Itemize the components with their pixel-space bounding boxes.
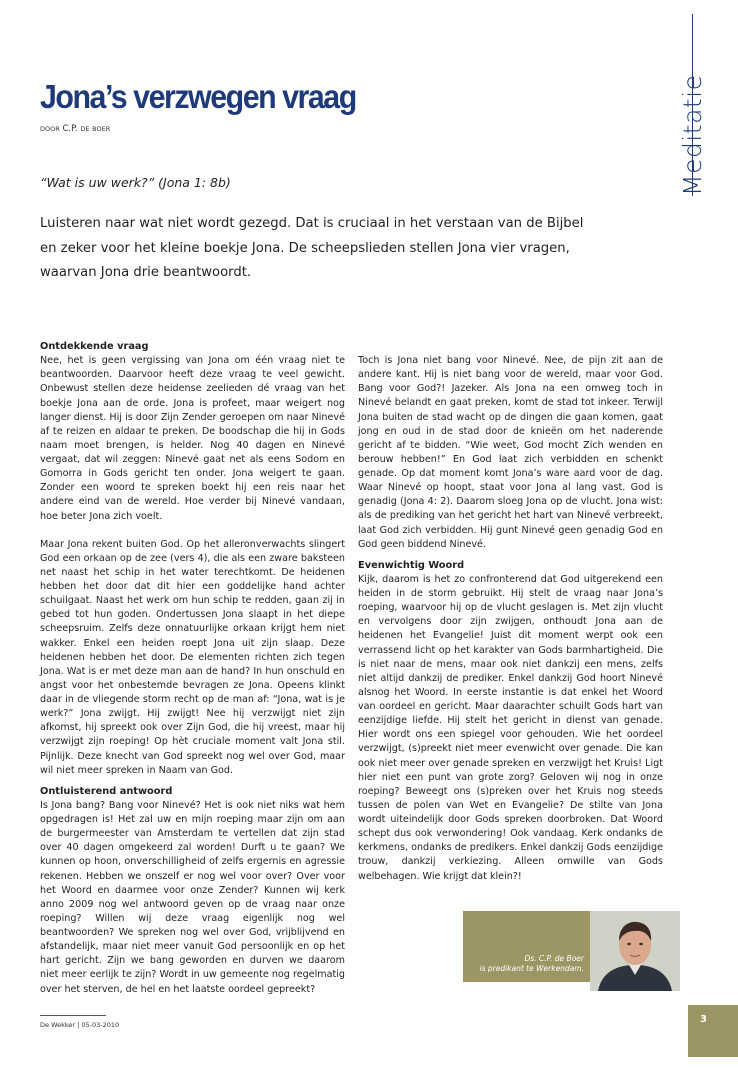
caption-role: is predikant te Werkendam. <box>479 964 584 973</box>
lead-paragraph: Luisteren naar wat niet wordt gezegd. Dat is cruciaal in het verstaan van de Bijbel en zeker voor het kleine boekje Jona. De scheepslieden stellen Jona vier vragen, waarvan Jona drie beantwoordt. <box>40 216 584 280</box>
page-number: 3 <box>700 1014 707 1025</box>
byline-prefix: DOOR <box>40 125 60 133</box>
byline-particle: DE <box>80 125 90 133</box>
footer-rule <box>40 1015 106 1016</box>
caption-name: Ds. C.P. de Boer <box>524 954 584 963</box>
bible-quote: “Wat is uw werk?” (Jona 1: 8b) <box>40 175 231 190</box>
section-label: Meditatie <box>678 74 707 196</box>
byline-surname: BOER <box>92 125 111 133</box>
byline <box>40 124 110 134</box>
heading-evenwichtig-woord: Evenwichtig Woord <box>358 559 465 571</box>
paragraph: Is Jona bang? Bang voor Ninevé? Het is ook niet niks wat hem opgedragen is! Het zal uw en mijn roeping maar zijn om aan de burgermeester van Amsterdam te vertellen dat zijn stad over 40 dagen omgekeerd zal worden! Durft u te gaan? We kunnen op hoon, onverschilligheid of zelfs ergernis en agressie rekenen. Hebben we onszelf er nog wel voor over? Over voor het Woord en daarmee voor onze Zender? Kunnen wij kerk anno 2009 nog wel antwoord geven op de vraag naar onze roeping? Willen wij deze vraag eigenlijk nog wel beantwoorden? We spreken nog wel over God, vrijblijvend en afstandelijk, maar niet meer vanuit God persoonlijk en op het hart gericht. Zijn we bang geworden en durven we daarom niet meer eerlijk te zijn? Wordt in uw gemeente nog regelmatig over het sterven, de hel en het laatste oordeel gepreekt? <box>40 799 345 995</box>
byline-initials: C.P. <box>62 124 78 134</box>
page-number-box <box>688 1005 738 1057</box>
photo-caption <box>479 954 584 974</box>
paragraph: Maar Jona rekent buiten God. Op het alleronverwachts slingert God een orkaan op de zee (vers 4), die als een zware baksteen net naast het schip in het water terechtkomt. De heidenen hebben het door dat dit hier een goddelijke hand achter schuilgaat. Naast het werk om hun schip te redden, gaan zij in gebed tot hun goden. Ondertussen Jona slaapt in het diepe scheepsruim. Zelfs deze onnatuurlijke orkaan krijgt hem niet wakker. Enkel een heiden roept Jona uit zijn slaap. Deze heidenen hebben het door. De elementen richten zich tegen Jona. Wat is er met deze man aan de hand? In hun onschuld en angst voor het onbestemde bevragen ze Jona. Opeens klinkt daar in de vliegende storm recht op de man af: “Jona, wat is je werk?” Jona zwijgt. Hij zwijgt! Nee hij verzwijgt niet zijn afkomst, hij spreekt ook over Zijn God, die hij vreest, maar hij verzwijgt zijn roeping! Op hèt cruciale moment valt Jona stil. Pijnlijk. Deze knecht van God spreekt nog wel over God, maar wil niet meer spreken in Naam van God. <box>40 538 345 776</box>
portrait-image <box>590 911 680 991</box>
article-title: Jona’s verzwegen vraag <box>40 78 356 115</box>
paragraph: Kijk, daarom is het zo confronterend dat God uitgerekend een heiden in de storm gebruikt. Hij stelt de vraag naar Jona’s roeping, waarvoor hij op de vlucht geslagen is. Met zijn vlucht en vervolgens door zijn zwijgen, onthoudt Jona aan de heidenen het Evangelie! Juist dit moment werpt ook een verrassend licht op het karakter van Gods barmhartigheid. Die is niet naar de mens, maar ook niet dankzij een mens, zelfs niet altijd dankzij de prediker. Enkel dankzij God hoort Ninevé alsnog het Woord. In eerste instantie is dat enkel het Woord van oordeel en gericht. Maar daarachter schuilt Gods hart van eenzijdige liefde. Hij stelt het gericht in dienst van genade. Hier wordt ons een spiegel voor gehouden. Wie het oordeel verzwijgt, (s)preekt niet meer evenwicht over genade. Die kan ook niet meer over genade spreken en verzwijgt het Kruis! Ligt hier niet een punt van grote zorg? Geloven wij nog in onze roeping? Beweegt ons (s)preken over het Kruis nog steeds tussen de polen van Wet en Evangelie? De stilte van Jona wordt uiteindelijk door Gods spreken doorbroken. Dat Woord schept dus ook verwondering! Ook vandaag. Kerk ondanks de kerkmens, ondanks de predikers. Enkel dankzij Gods eenzijdige trouw, dankzij verkiezing. Alleen omwille van Gods welbehagen. Wie krijgt dat klein?! <box>358 573 663 882</box>
paragraph: Toch is Jona niet bang voor Ninevé. Nee, de pijn zit aan de andere kant. Hij is niet bang voor de wereld, maar voor God. Bang voor God?! Jazeker. Als Jona na een omweg toch in Ninevé belandt en gaat preken, komt de stad tot inkeer. Terwijl Jona buiten de stad wacht op de dingen die gaan komen, gaat jong en oud in de stad door de knieën om het naderende gericht af te bidden. “Wie weet, God mocht Zich wenden en berouw hebben!” En God laat zich verbidden en schenkt genade. Op dat moment komt Jona’s ware aard voor de dag. Waar Ninevé op hoopt, staat voor Jona al lang vast. God is genadig (Jona 4: 2). Daarom sloeg Jona op de vlucht. Jona wist: als de prediking van het gericht het hart van Ninevé verbreekt, laat God zich verbidden. Hij gunt Ninevé geen genadig God en God geen biddend Ninevé. <box>358 355 663 550</box>
heading-ontdekkende-vraag: Ontdekkende vraag <box>40 341 149 352</box>
heading-ontluisterend-antwoord: Ontluisterend antwoord <box>40 785 173 797</box>
photo-caption-box <box>463 911 590 982</box>
right-column <box>358 340 663 884</box>
footer-source: De Wekker | 05-03-2010 <box>40 1021 120 1029</box>
paragraph: Nee, het is geen vergissing van Jona om één vraag niet te beantwoorden. Daarvoor heeft deze vraag te veel gewicht. Onbewust stellen deze heidense zeelieden dé vraag van het boekje Jona aan de orde. Jona is profeet, maar weigert nog langer dienst. Hij is door Zijn Zender geroepen om naar Ninevé af te reizen en aldaar te preken. De boodschap die hij in Gods naam moet brengen, is helder. Nog 40 dagen en Ninevé vergaat, dat wil zeggen: Ninevé gaat net als eens Sodom en Gomorra in Gods gericht ten onder. Jona weigert te gaan. Zonder een woord te spreken boekt hij een reis naar het andere eind van de wereld. Hoe verder bij Ninevé vandaan, hoe beter Jona zich voelt. <box>40 355 345 522</box>
author-portrait <box>590 911 680 991</box>
left-column <box>40 340 345 997</box>
